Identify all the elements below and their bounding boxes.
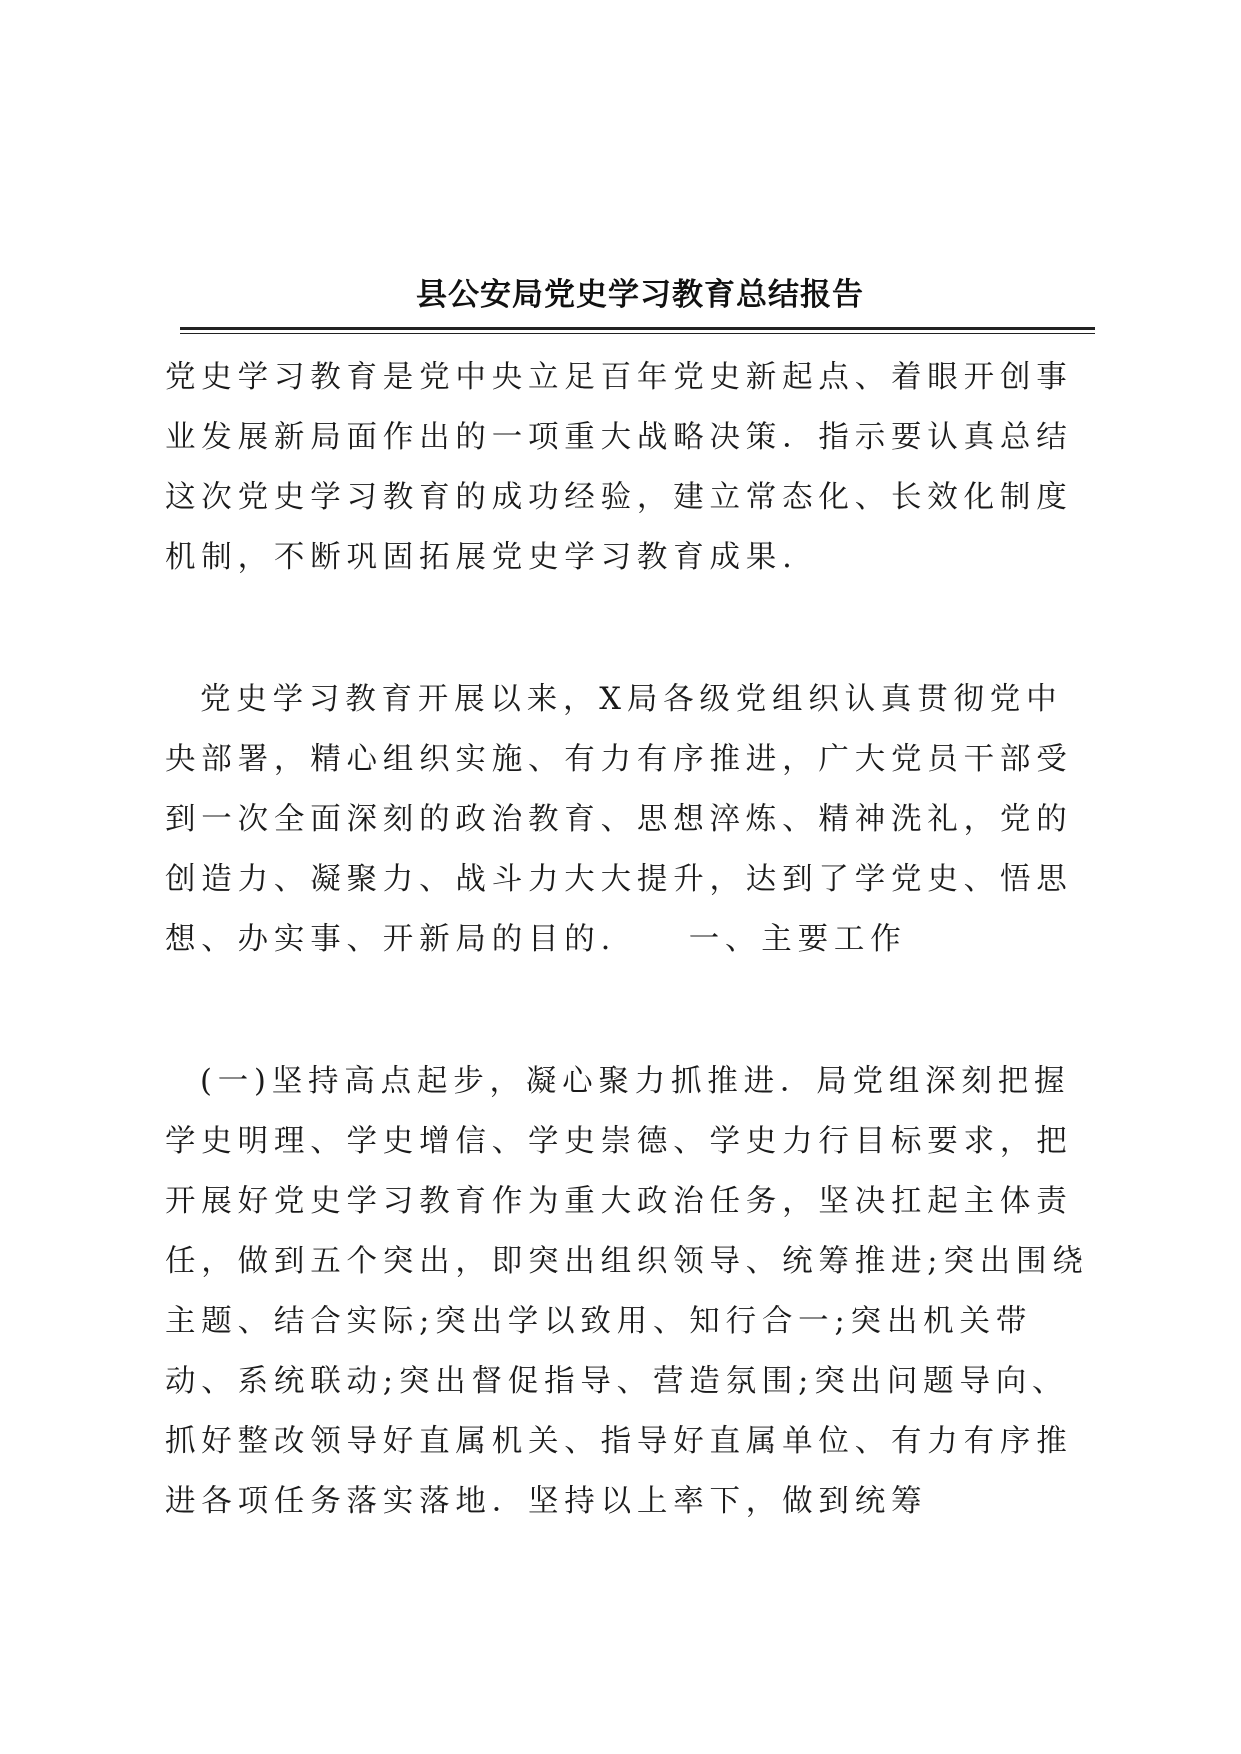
- title-rule-thin: [180, 333, 1095, 334]
- paragraph-intro: 党史学习教育是党中央立足百年党史新起点、着眼开创事业发展新局面作出的一项重大战略决策．指示要认真总结这次党史学习教育的成功经验，建立常态化、长效化制度机制，不断巩固拓展党史学习教育成果.: [165, 360, 1073, 575]
- document-title: 县公安局党史学习教育总结报告: [416, 276, 864, 313]
- paragraph-section-one: (一)坚持高点起步，凝心聚力抓推进．局党组深刻把握学史明理、学史增信、学史崇德、学史力行目标要求，把开展好党史学习教育作为重大政治任务，坚决扛起主体责任，做到五个突出，即突出组织领导、统筹推进;突出围绕主题、结合实际;突出学以致用、知行合一;突出机关带动、系统联动;突出督促指导、营造氛围;突出问题导向、抓好整改领导好直属机关、指导好直属单位、有力有序推进各项任务落实落地．坚持以上率下，做到统筹: [165, 1064, 1089, 1519]
- title-rule-thick: [180, 327, 1095, 330]
- paragraph-overview: 党史学习教育开展以来，X局各级党组织认真贯彻党中央部署，精心组织实施、有力有序推进，广大党员干部受到一次全面深刻的政治教育、思想淬炼、精神洗礼，党的创造力、凝聚力、战斗力大大提升，达到了学党史、悟思想、办实事、开新局的目的. 一、主要工作: [165, 682, 1073, 957]
